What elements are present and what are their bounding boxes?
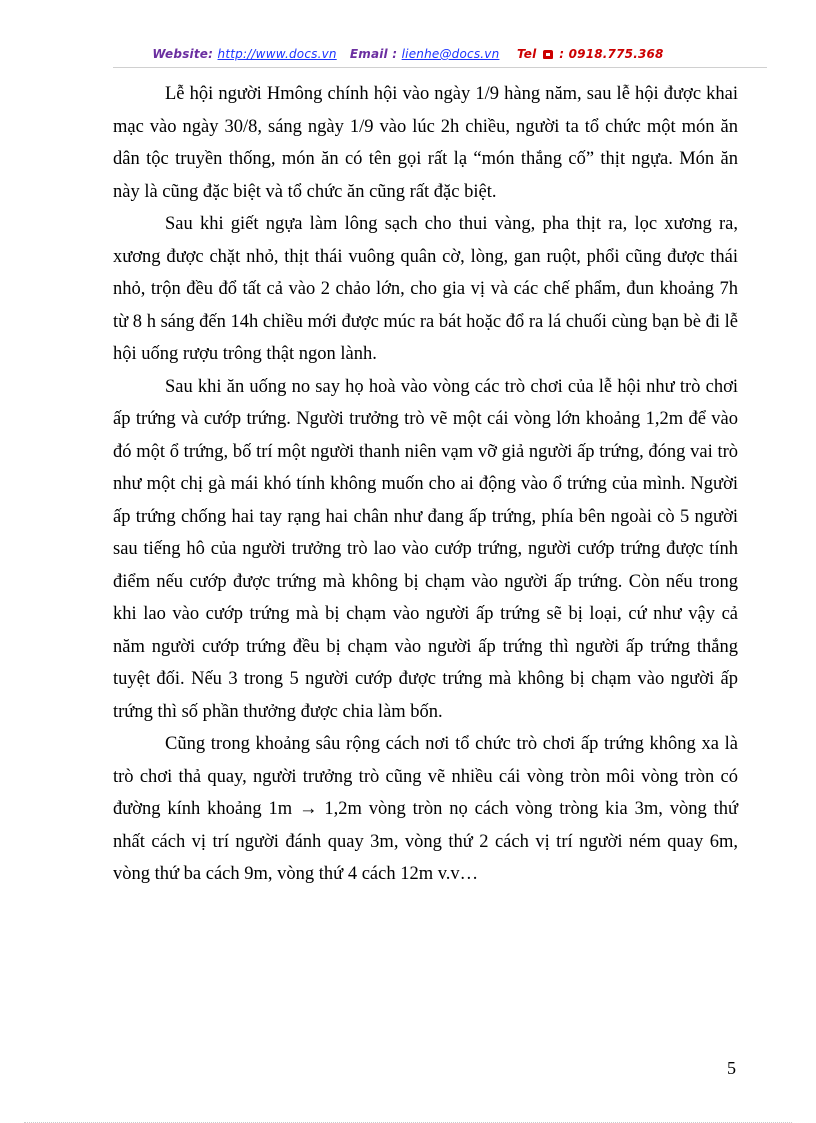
header-divider [113,67,767,68]
phone-icon [543,50,553,59]
document-body [113,78,738,891]
website-label: Website: [152,47,214,61]
paragraph: Sau khi giết ngựa làm lông sạch cho thui vàng, pha thịt ra, lọc xương ra, xương được chặt nhỏ, thịt thái vuông quân cờ, lòng, gan ruột, phổi cũng được thái nhỏ, trộn đều đổ tất cả vào 2 chảo lớn, cho gia vị và các chế phẩm, đun khoảng 7h từ 8 h sáng đến 14h chiều mới được múc ra bát hoặc đổ ra lá chuối cùng bạn bè đi lễ hội uống rượu trông thật ngon lành. [113,214,738,364]
page-number: 5 [727,1058,736,1078]
paragraph: Cũng trong khoảng sâu rộng cách nơi tổ chức trò chơi ấp trứng không xa là trò chơi thả quay, người trưởng trò cũng vẽ nhiều cái vòng tròn môi vòng tròn có đường kính khoảng 1m → 1,2m vòng tròn nọ cách vòng tròng kia 3m, vòng thứ nhất cách vị trí người đánh quay 3m, vòng thứ 2 cách vị trí người ném quay 6m, vòng thứ ba cách 9m, vòng thứ 4 cách 12m v.v… [113,734,738,884]
tel-label: Tel [516,47,537,61]
website-link[interactable]: http://www.docs.vn [217,47,337,61]
paragraph: Lễ hội người Hmông chính hội vào ngày 1/9 hàng năm, sau lễ hội được khai mạc vào ngày 30/8, sáng ngày 1/9 vào lúc 2h chiều, người ta tổ chức một món ăn dân tộc truyền thống, món ăn có tên gọi rất lạ “món thắng cố” thịt ngựa. Món ăn này là cũng đặc biệt và tổ chức ăn cũng rất đặc biệt. [113,84,738,202]
paragraph: Sau khi ăn uống no say họ hoà vào vòng các trò chơi của lễ hội như trò chơi ấp trứng và cướp trứng. Người trưởng trò vẽ một cái vòng lớn khoảng 1,2m để vào đó một ổ trứng, bố trí một người thanh niên vạm vỡ giả người ấp trứng, đóng vai trò như một chị gà mái khó tính không muốn cho ai động vào ổ trứng của mình. Người ấp trứng chống hai tay rạng hai chân như đang ấp trứng, phía bên ngoài cò 5 người sau tiếng hô của người trưởng trò lao vào cướp trứng, người cướp trứng được tính điểm nếu cướp được trứng mà không bị chạm vào người ấp trứng. Còn nếu trong khi lao vào cướp trứng mà bị chạm vào người ấp trứng sẽ bị loại, cứ như vậy cả năm người cướp trứng đều bị chạm vào người ấp trứng thì người ấp trứng thắng tuyệt đối. Nếu 3 trong 5 người cướp được trứng mà không bị chạm vào người ấp trứng thì số phần thưởng được chia làm bốn. [113,376,738,722]
email-link[interactable]: lienhe@docs.vn [401,47,500,61]
page-header [0,47,816,61]
email-label: Email : [349,47,398,61]
tel-number: : 0918.775.368 [559,47,664,61]
